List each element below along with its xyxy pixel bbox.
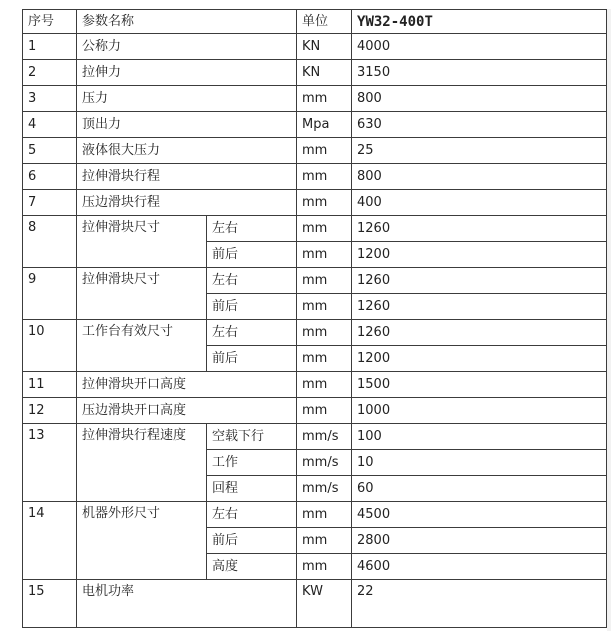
- row-value: 10: [352, 450, 607, 476]
- table-row: [23, 320, 607, 346]
- row-unit: mm/s: [297, 424, 352, 450]
- row-sub-label: 工作: [207, 450, 297, 476]
- row-param-name: 压力: [77, 86, 297, 112]
- row-unit: mm: [297, 502, 352, 528]
- row-param-name: 电机功率: [77, 580, 297, 628]
- table-row: [23, 112, 607, 138]
- row-unit: mm: [297, 372, 352, 398]
- table-row: [23, 502, 607, 528]
- table-row: [23, 580, 607, 628]
- row-unit: mm: [297, 346, 352, 372]
- row-param-name: 液体很大压力: [77, 138, 297, 164]
- row-index: 7: [23, 190, 77, 216]
- header-model: YW32-400T: [352, 10, 607, 34]
- row-param-name: 拉伸滑块尺寸: [77, 216, 207, 268]
- row-value: 1500: [352, 372, 607, 398]
- row-unit: mm/s: [297, 450, 352, 476]
- row-value: 630: [352, 112, 607, 138]
- row-value: 1260: [352, 216, 607, 242]
- table-row: [23, 216, 607, 242]
- row-unit: mm: [297, 190, 352, 216]
- row-index: 15: [23, 580, 77, 628]
- row-sub-label: 左右: [207, 320, 297, 346]
- row-param-name: 拉伸滑块行程速度: [77, 424, 207, 502]
- row-index: 10: [23, 320, 77, 372]
- row-index: 14: [23, 502, 77, 580]
- row-sub-label: 前后: [207, 346, 297, 372]
- row-sub-label: 回程: [207, 476, 297, 502]
- header-unit: 单位: [297, 10, 352, 34]
- row-value: 4600: [352, 554, 607, 580]
- row-param-name: 公称力: [77, 34, 297, 60]
- row-unit: mm: [297, 320, 352, 346]
- row-value: 100: [352, 424, 607, 450]
- table-row: [23, 372, 607, 398]
- table-row: [23, 268, 607, 294]
- row-sub-label: 左右: [207, 216, 297, 242]
- row-param-name: 顶出力: [77, 112, 297, 138]
- row-index: 13: [23, 424, 77, 502]
- row-unit: KN: [297, 60, 352, 86]
- row-unit: mm: [297, 216, 352, 242]
- row-unit: mm/s: [297, 476, 352, 502]
- row-value: 1260: [352, 294, 607, 320]
- row-index: 9: [23, 268, 77, 320]
- row-sub-label: 前后: [207, 242, 297, 268]
- table-row: [23, 60, 607, 86]
- row-value: 1260: [352, 268, 607, 294]
- header-param-name: 参数名称: [77, 10, 297, 34]
- table-row: [23, 164, 607, 190]
- row-index: 1: [23, 34, 77, 60]
- header-row: [23, 10, 607, 34]
- right-edge-shadow: [607, 9, 611, 631]
- row-value: 1200: [352, 346, 607, 372]
- row-index: 6: [23, 164, 77, 190]
- row-sub-label: 前后: [207, 294, 297, 320]
- spec-table: [22, 9, 607, 628]
- row-index: 11: [23, 372, 77, 398]
- table-row: [23, 424, 607, 450]
- row-value: 800: [352, 86, 607, 112]
- row-value: 60: [352, 476, 607, 502]
- spec-table-container: [22, 9, 606, 631]
- row-value: 22: [352, 580, 607, 628]
- row-index: 5: [23, 138, 77, 164]
- row-param-name: 工作台有效尺寸: [77, 320, 207, 372]
- row-value: 800: [352, 164, 607, 190]
- row-unit: mm: [297, 138, 352, 164]
- row-index: 8: [23, 216, 77, 268]
- row-index: 12: [23, 398, 77, 424]
- row-value: 1260: [352, 320, 607, 346]
- table-row: [23, 398, 607, 424]
- row-unit: mm: [297, 294, 352, 320]
- row-sub-label: 左右: [207, 268, 297, 294]
- row-unit: mm: [297, 164, 352, 190]
- row-value: 400: [352, 190, 607, 216]
- row-unit: mm: [297, 554, 352, 580]
- row-unit: mm: [297, 242, 352, 268]
- row-sub-label: 空载下行: [207, 424, 297, 450]
- row-param-name: 机器外形尺寸: [77, 502, 207, 580]
- row-value: 25: [352, 138, 607, 164]
- row-value: 2800: [352, 528, 607, 554]
- table-row: [23, 138, 607, 164]
- row-param-name: 拉伸力: [77, 60, 297, 86]
- row-sub-label: 高度: [207, 554, 297, 580]
- row-unit: mm: [297, 528, 352, 554]
- row-value: 4000: [352, 34, 607, 60]
- row-value: 3150: [352, 60, 607, 86]
- row-index: 3: [23, 86, 77, 112]
- row-index: 2: [23, 60, 77, 86]
- row-sub-label: 左右: [207, 502, 297, 528]
- row-index: 4: [23, 112, 77, 138]
- row-value: 4500: [352, 502, 607, 528]
- row-value: 1000: [352, 398, 607, 424]
- row-value: 1200: [352, 242, 607, 268]
- table-row: [23, 34, 607, 60]
- row-param-name: 拉伸滑块尺寸: [77, 268, 207, 320]
- row-unit: KW: [297, 580, 352, 628]
- row-unit: mm: [297, 398, 352, 424]
- table-row: [23, 86, 607, 112]
- row-unit: Mpa: [297, 112, 352, 138]
- row-param-name: 压边滑块行程: [77, 190, 297, 216]
- row-unit: mm: [297, 86, 352, 112]
- row-param-name: 压边滑块开口高度: [77, 398, 297, 424]
- row-param-name: 拉伸滑块行程: [77, 164, 297, 190]
- row-sub-label: 前后: [207, 528, 297, 554]
- header-index: 序号: [23, 10, 77, 34]
- row-unit: KN: [297, 34, 352, 60]
- row-param-name: 拉伸滑块开口高度: [77, 372, 297, 398]
- row-unit: mm: [297, 268, 352, 294]
- table-row: [23, 190, 607, 216]
